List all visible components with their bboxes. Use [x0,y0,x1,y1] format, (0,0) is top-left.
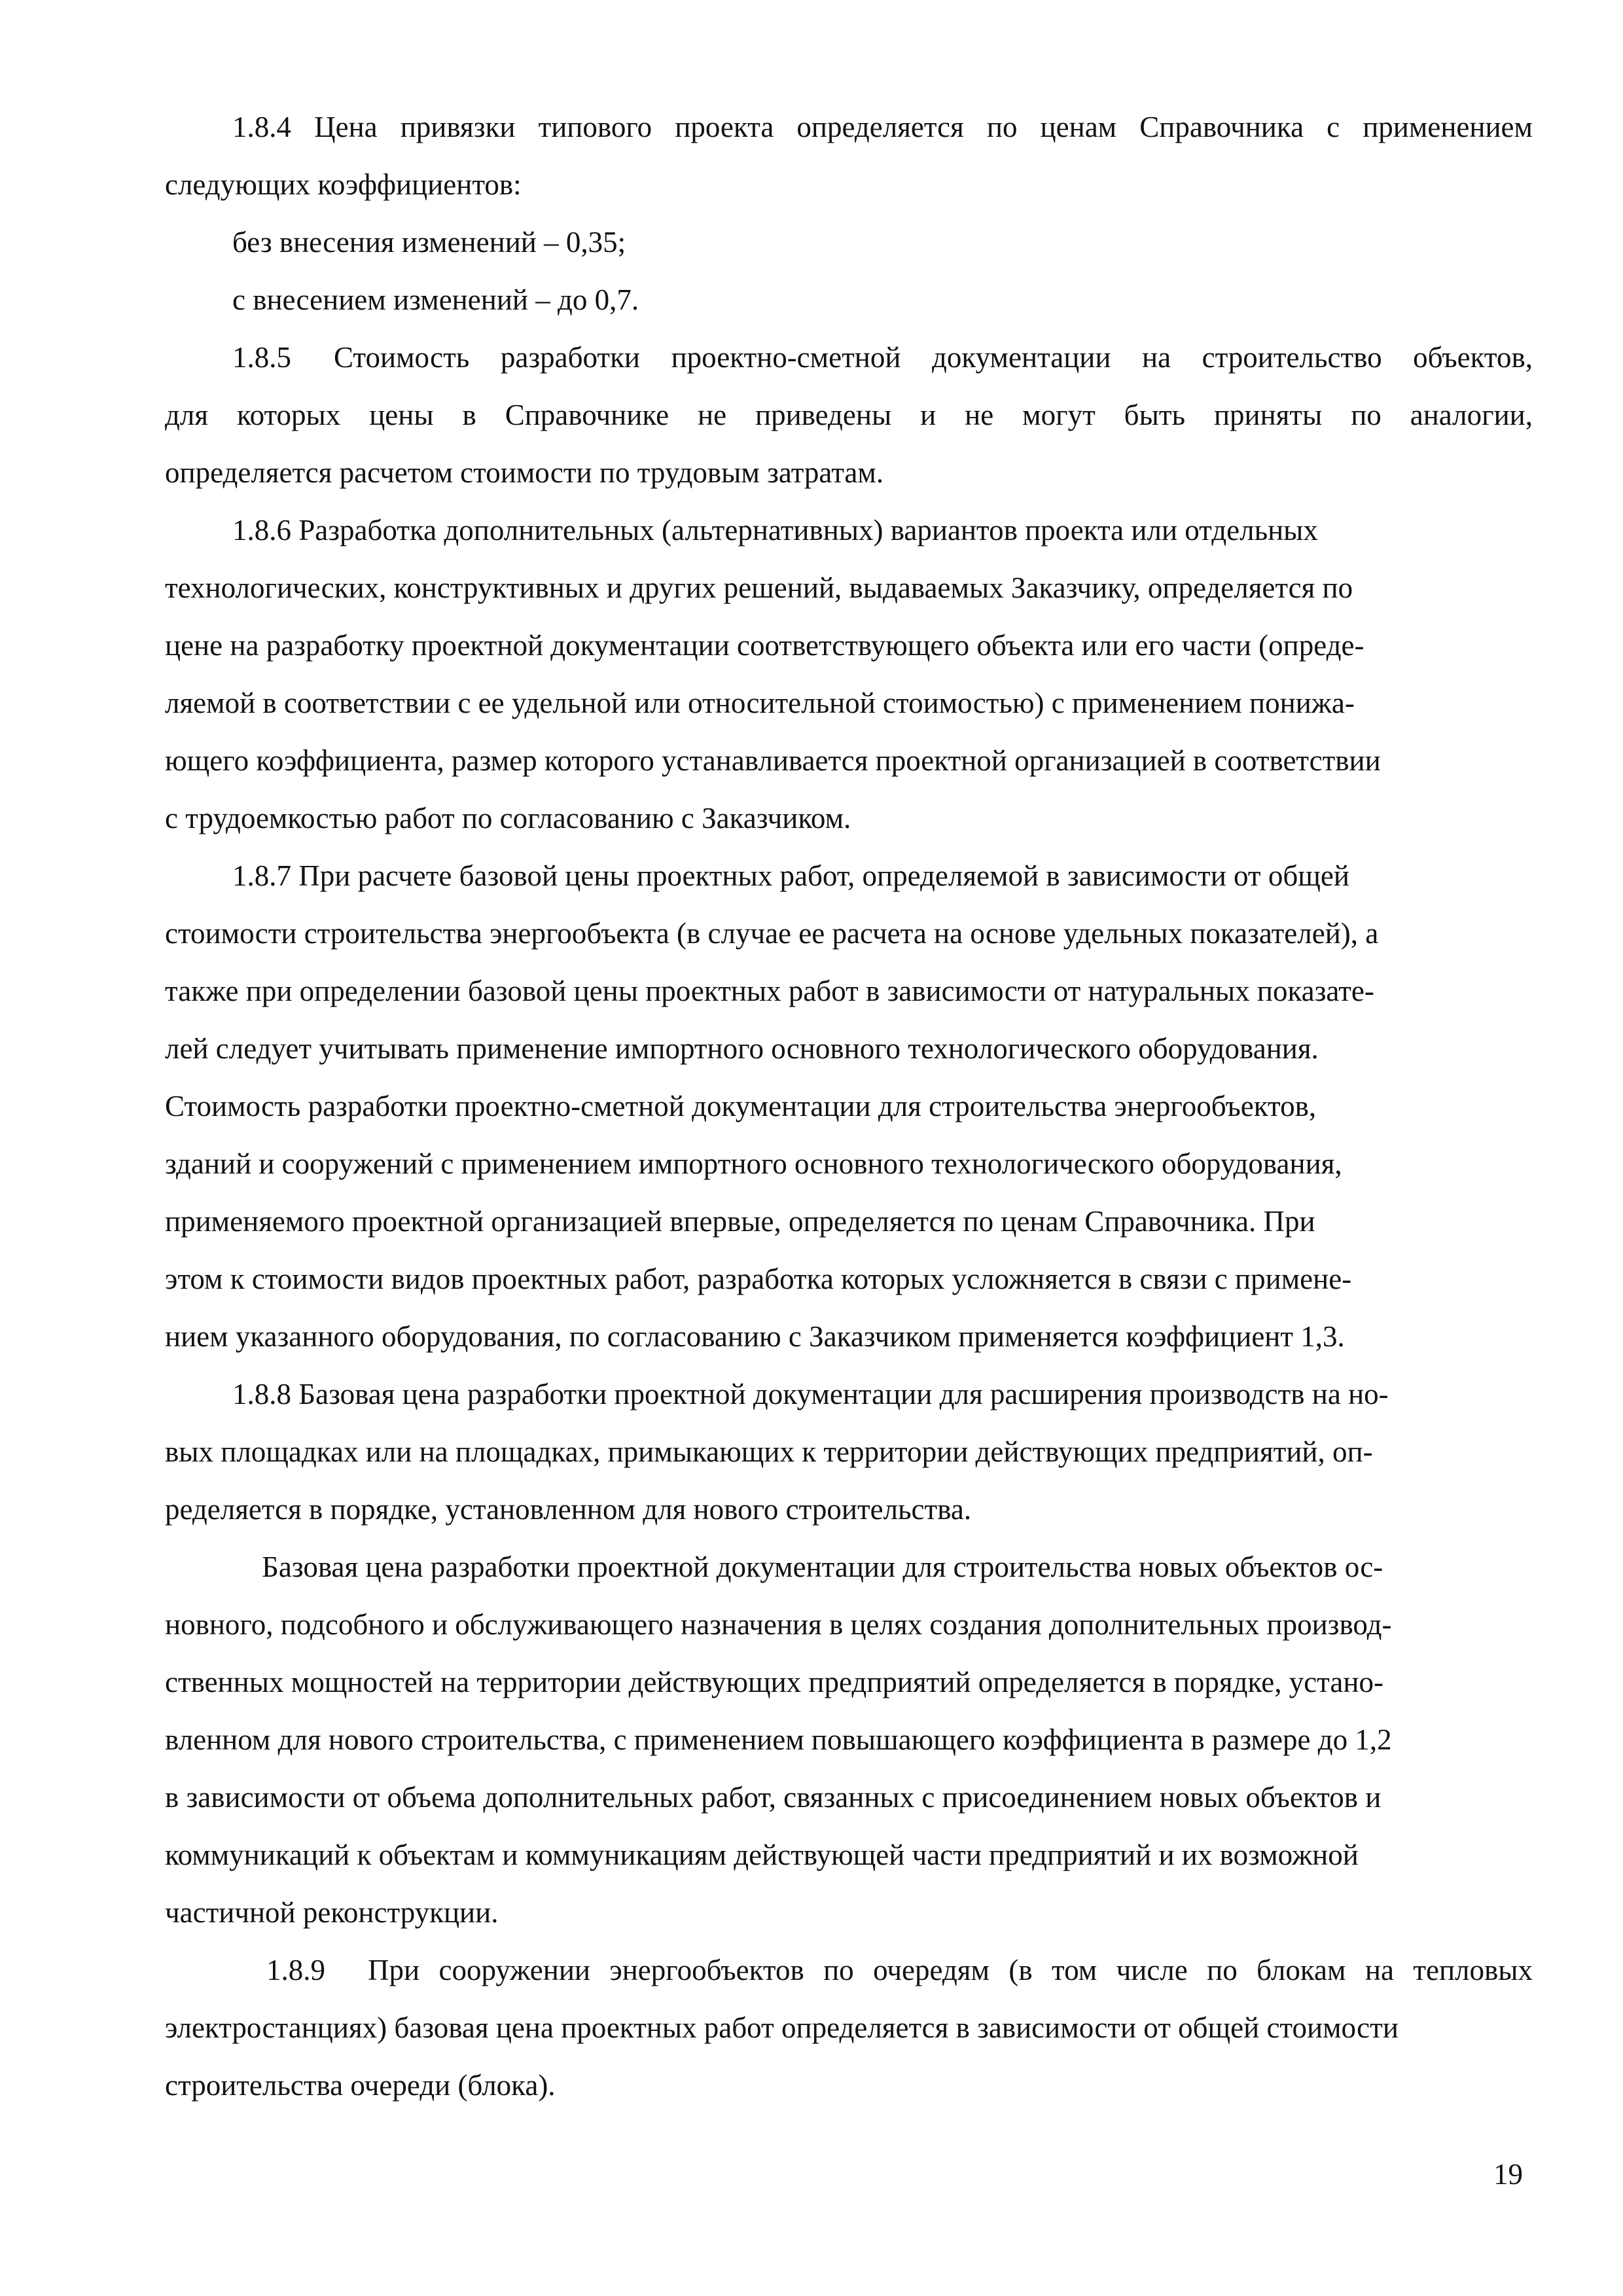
paragraph-1-8-8-line: в зависимости от объема дополнительных работ, связанных с присоединением новых объектов и [165,1781,1382,1814]
paragraph-1-8-7-line: этом к стоимости видов проектных работ, разработка которых усложняется в связи с примене- [165,1263,1352,1295]
paragraph-1-8-4-line: следующих коэффициентов: [165,168,522,201]
paragraph-1-8-7-line: зданий и сооружений с применением импортного основного технологического оборудования, [165,1147,1342,1180]
paragraph-1-8-7-line: также при определении базовой цены проектных работ в зависимости от натуральных показате- [165,975,1374,1007]
paragraph-1-8-7-line: Стоимость разработки проектно-сметной документации для строительства энергообъектов, [165,1090,1317,1122]
paragraph-1-8-6-line: ляемой в соответствии с ее удельной или относительной стоимостью) с применением понижа- [165,687,1355,719]
paragraph-1-8-5-line: для которых цены в Справочнике не приведены и не могут быть приняты по аналогии, [165,399,1533,431]
paragraph-1-8-8-line: Базовая цена разработки проектной документации для строительства новых объектов ос- [262,1551,1383,1583]
paragraph-1-8-5-line [165,329,1533,386]
paragraph-1-8-9-line: электростанциях) базовая цена проектных работ определяется в зависимости от общей стоимости [165,2011,1399,2044]
coefficient-list-item: без внесения изменений – 0,35; [232,226,626,259]
paragraph-text: При сооружении энергообъектов по очередям (в том числе по блокам на тепловых [368,1954,1533,1986]
paragraph-1-8-7-line: лей следует учитывать применение импортного основного технологического оборудования. [165,1032,1319,1065]
paragraph-1-8-6-line: 1.8.6 Разработка дополнительных (альтернативных) вариантов проекта или отдельных [232,514,1318,547]
page-number: 19 [1493,2158,1523,2191]
paragraph-text: Стоимость разработки проектно-сметной документации на строительство объектов, [334,341,1533,374]
paragraph-1-8-8-line: вленном для нового строительства, с применением повышающего коэффициента в размере до 1,2 [165,1723,1392,1756]
paragraph-1-8-8-line: вых площадках или на площадках, примыкающих к территории действующих предприятий, оп- [165,1435,1373,1468]
paragraph-1-8-6-line: технологических, конструктивных и других решений, выдаваемых Заказчику, определяется по [165,571,1353,604]
paragraph-1-8-6-line: цене на разработку проектной документации соответствующего объекта или его части (опреде- [165,629,1364,662]
paragraph-1-8-7-line: стоимости строительства энергообъекта (в случае ее расчета на основе удельных показателей), а [165,917,1379,950]
paragraph-1-8-8-line: ределяется в порядке, установленном для нового строительства. [165,1493,972,1526]
item-number: 1.8.9 [266,1954,325,1986]
paragraph-1-8-7-line: нием указанного оборудования, по согласованию с Заказчиком применяется коэффициент 1,3. [165,1320,1345,1353]
paragraph-1-8-6-line: с трудоемкостью работ по согласованию с Заказчиком. [165,802,851,834]
paragraph-1-8-6-line: ющего коэффициента, размер которого устанавливается проектной организацией в соответствии [165,744,1381,777]
page-body [165,98,1533,2114]
coefficient-list-item: с внесением изменений – до 0,7. [232,283,639,316]
paragraph-1-8-8-line: коммуникаций к объектам и коммуникациям действующей части предприятий и их возможной [165,1839,1359,1871]
paragraph-1-8-8-line: новного, подсобного и обслуживающего назначения в целях создания дополнительных производ- [165,1608,1392,1641]
paragraph-1-8-8-line: частичной реконструкции. [165,1896,499,1929]
paragraph-1-8-8-line: ственных мощностей на территории действующих предприятий определяется в порядке, устано- [165,1666,1383,1698]
paragraph-1-8-5-line: определяется расчетом стоимости по трудовым затратам. [165,456,884,489]
paragraph-1-8-4-line: 1.8.4 Цена привязки типового проекта определяется по ценам Справочника с применением [232,111,1533,143]
item-number: 1.8.5 [232,341,291,374]
paragraph-1-8-9-line: строительства очереди (блока). [165,2069,556,2102]
paragraph-1-8-7-line: 1.8.7 При расчете базовой цены проектных работ, определяемой в зависимости от общей [232,859,1349,892]
paragraph-1-8-9-line [165,1941,1533,1999]
paragraph-1-8-8-line: 1.8.8 Базовая цена разработки проектной документации для расширения производств на но- [232,1378,1389,1410]
paragraph-1-8-7-line: применяемого проектной организацией впервые, определяется по ценам Справочника. При [165,1205,1315,1238]
